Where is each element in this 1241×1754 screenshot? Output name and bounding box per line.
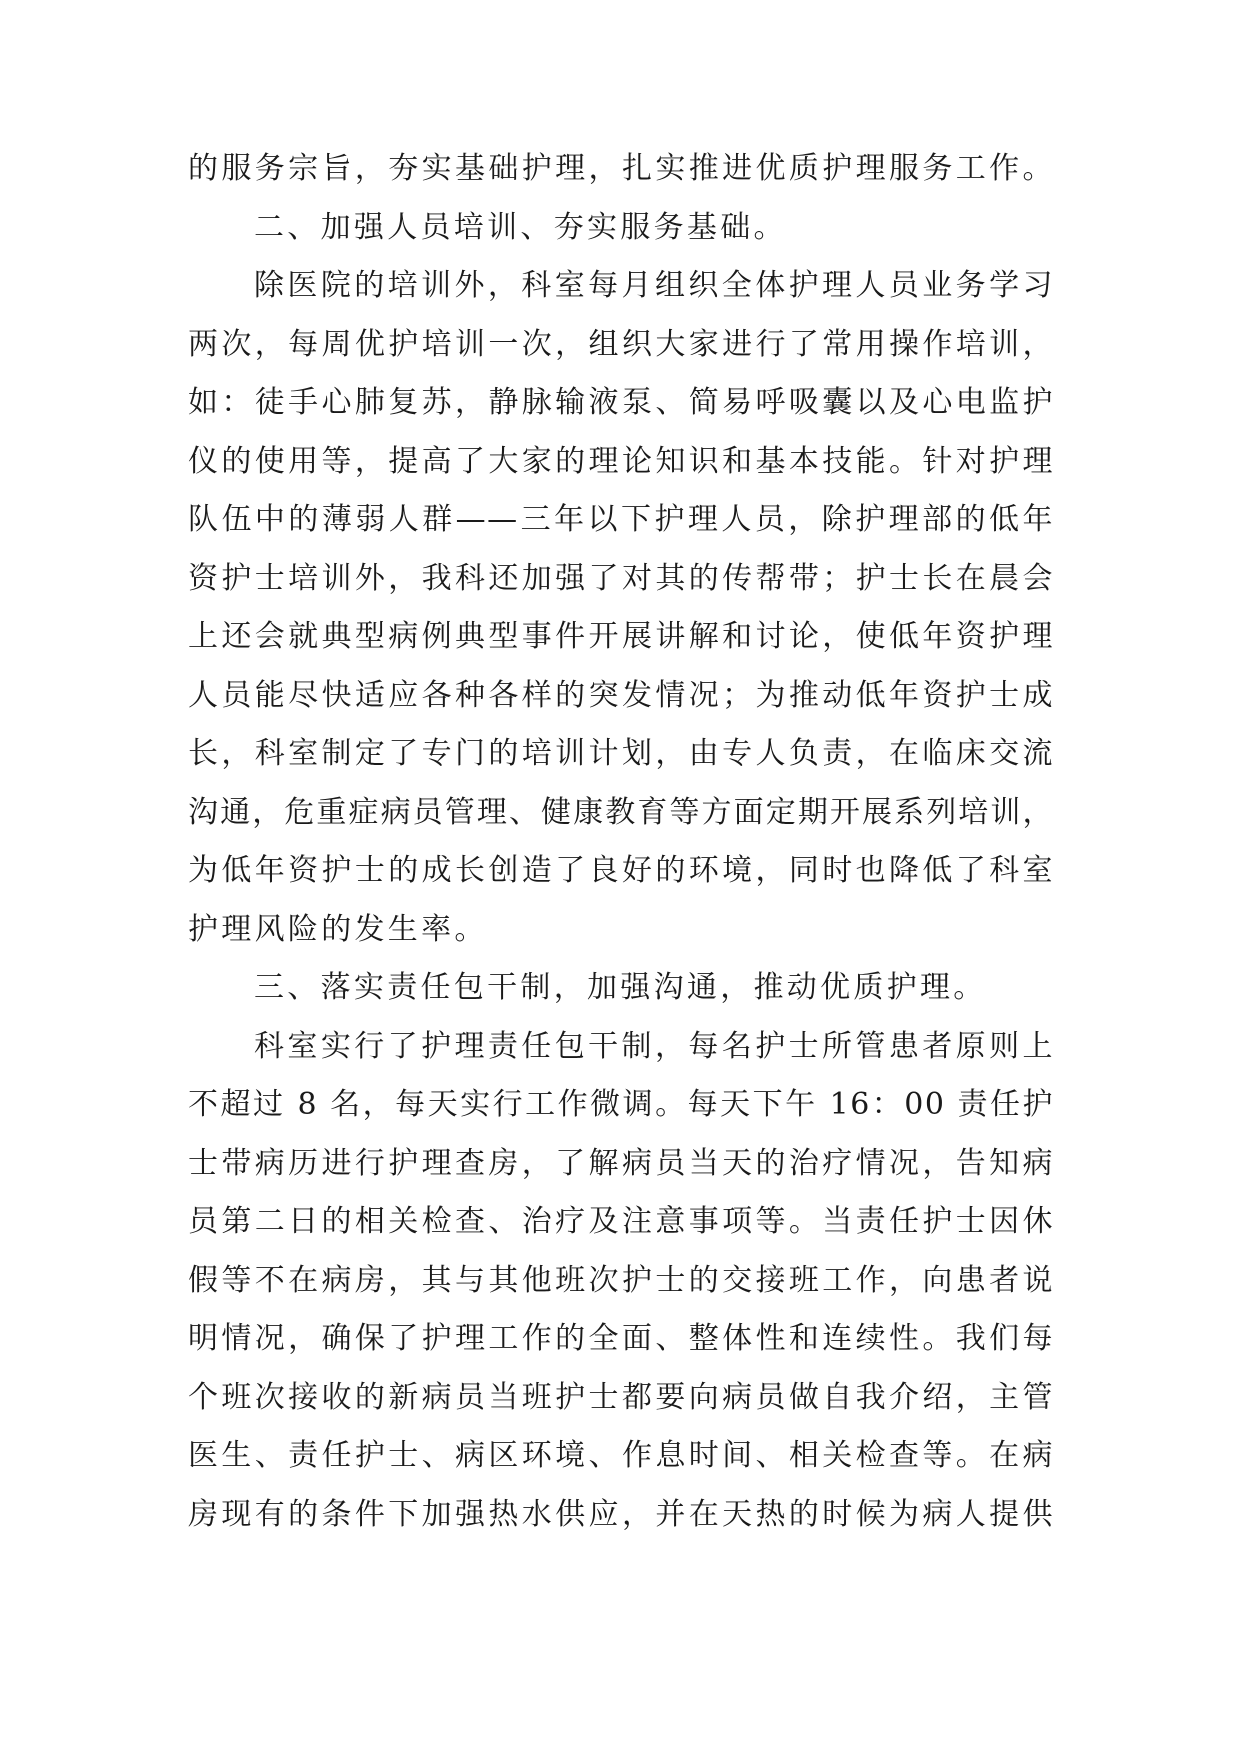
document-body (188, 140, 1054, 1544)
text-line: 两次，每周优护培训一次，组织大家进行了常用操作培训， (188, 326, 1054, 362)
text-line: 医生、责任护士、病区环境、作息时间、相关检查等。在病 (188, 1438, 1054, 1473)
text-line: 科室实行了护理责任包干制，每名护士所管患者原则上 (254, 1028, 1054, 1064)
text-line: 队伍中的薄弱人群——三年以下护理人员，除护理部的低年 (188, 502, 1054, 537)
text-line: 假等不在病房，其与其他班次护士的交接班工作，向患者说 (188, 1262, 1054, 1298)
text-line: 士带病历进行护理查房，了解病员当天的治疗情况，告知病 (188, 1145, 1054, 1181)
text-line: 仪的使用等，提高了大家的理论知识和基本技能。针对护理 (188, 443, 1054, 479)
text-line: 明情况，确保了护理工作的全面、整体性和连续性。我们每 (188, 1321, 1054, 1356)
text-line: 护理风险的发生率。 (188, 911, 488, 947)
text-line: 个班次接收的新病员当班护士都要向病员做自我介绍，主管 (188, 1379, 1054, 1415)
text-line: 除医院的培训外，科室每月组织全体护理人员业务学习 (254, 268, 1054, 303)
text-line: 员第二日的相关检查、治疗及注意事项等。当责任护士因休 (188, 1204, 1054, 1239)
text-line: 沟通，危重症病员管理、健康教育等方面定期开展系列培训， (188, 794, 1054, 830)
section-heading: 二、加强人员培训、夯实服务基础。 (254, 209, 787, 245)
text-line: 资护士培训外，我科还加强了对其的传帮带；护士长在晨会 (188, 560, 1054, 596)
text-line: 人员能尽快适应各种各样的突发情况；为推动低年资护士成 (188, 677, 1054, 713)
text-line: 房现有的条件下加强热水供应，并在天热的时候为病人提供 (188, 1496, 1054, 1532)
section-heading: 三、落实责任包干制，加强沟通，推动优质护理。 (254, 970, 987, 1005)
text-line: 如：徒手心肺复苏，静脉输液泵、简易呼吸囊以及心电监护 (188, 385, 1054, 420)
text-line: 上还会就典型病例典型事件开展讲解和讨论，使低年资护理 (188, 619, 1054, 654)
text-line: 的服务宗旨，夯实基础护理，扎实推进优质护理服务工作。 (188, 151, 1054, 186)
text-line: 不超过 8 名，每天实行工作微调。每天下午 16：00 责任护 (188, 1087, 1054, 1122)
text-line: 长，科室制定了专门的培训计划，由专人负责，在临床交流 (188, 736, 1054, 771)
text-line: 为低年资护士的成长创造了良好的环境，同时也降低了科室 (188, 853, 1054, 888)
